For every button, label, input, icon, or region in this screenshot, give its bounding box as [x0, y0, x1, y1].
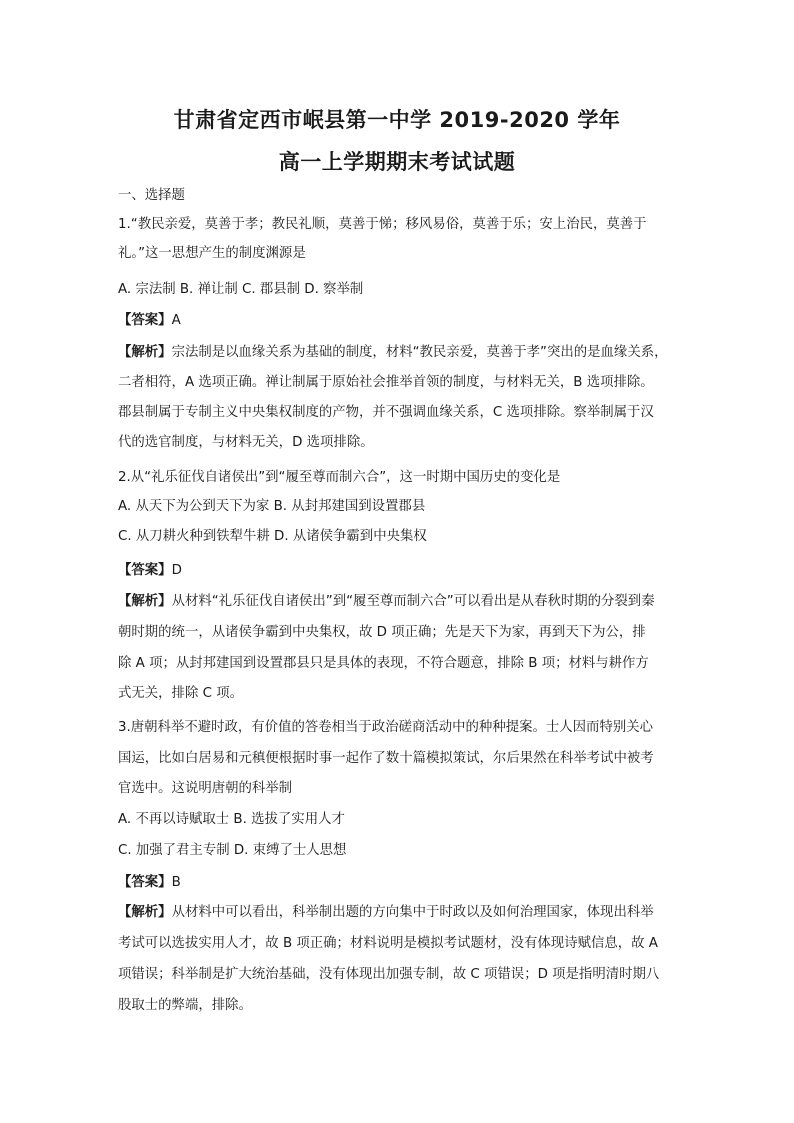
q3-analysis-line-4: 股取士的弊端，排除。 [118, 998, 252, 1013]
q2-analysis-line-1 [118, 592, 688, 612]
q3-stem-line-2: 国运，比如白居易和元稹便根据时事一起作了数十篇模拟策试，尔后果然在科举考试中被考 [118, 751, 654, 766]
q2-stem-line-1: 2.从“礼乐征伐自诸侯出”到“履至尊而制六合”，这一时期中国历史的变化是 [118, 470, 561, 485]
q2-analysis-line-2: 朝时期的统一，从诸侯争霸到中央集权，故 D 项正确；先是天下为家，再到天下为公，排 [118, 625, 646, 640]
analysis-text: 宗法制是以血缘关系为基础的制度，材料“教民亲爱，莫善于孝”突出的是血缘关系， [171, 345, 668, 360]
q3-analysis-line-2: 考试可以选拔实用人才，故 B 项正确；材料说明是模拟考试题材，没有体现诗赋信息，故 A [118, 936, 658, 951]
q1-analysis-line-4: 代的选官制度，与材料无关，D 选项排除。 [118, 435, 374, 450]
answer-label: 【答案】 [118, 563, 172, 578]
section-heading: 一、选择题 [118, 188, 185, 203]
q1-analysis-line-2: 二者相符，A 选项正确。禅让制属于原始社会推举首领的制度，与材料无关，B 选项排除。 [118, 375, 654, 390]
q3-analysis-line-1 [118, 903, 688, 923]
q3-stem-line-1: 3.唐朝科举不避时政，有价值的答卷相当于政治磋商活动中的种种提案。士人因而特别关心 [118, 720, 654, 735]
analysis-text: 从材料中可以看出，科举制出题的方向集中于时政以及如何治理国家，体现出科举 [171, 905, 654, 920]
answer-label: 【答案】 [118, 875, 172, 890]
q3-options-2: C. 加强了君主专制 D. 束缚了士人思想 [118, 843, 347, 858]
analysis-label: 【解析】 [118, 594, 172, 609]
q2-analysis-line-4: 式无关，排除 C 项。 [118, 686, 243, 701]
q2-options-2: C. 从刀耕火种到铁犁牛耕 D. 从诸侯争霸到中央集权 [118, 529, 427, 544]
title-line-1: 甘肃省定西市岷县第一中学 2019-2020 学年 [173, 108, 621, 132]
q2-options-1: A. 从天下为公到天下为家 B. 从封邦建国到设置郡县 [118, 499, 426, 514]
q1-stem-line-1: 1.“教民亲爱，莫善于孝；教民礼顺，莫善于悌；移风易俗，莫善于乐；安上治民，莫善于 [118, 217, 647, 232]
q3-answer [118, 873, 688, 893]
q2-analysis-line-3: 除 A 项；从封邦建国到设置郡县只是具体的表现，不符合题意，排除 B 项；材料与耕作方 [118, 656, 649, 671]
q2-answer [118, 561, 688, 581]
q1-answer [118, 311, 688, 331]
answer-label: 【答案】 [118, 313, 172, 328]
q3-analysis-line-3: 项错误；科举制是扩大统治基础，没有体现出加强专制，故 C 项错误；D 项是指明清时期八 [118, 967, 660, 982]
analysis-label: 【解析】 [118, 345, 172, 360]
q1-stem-line-2: 礼。”这一思想产生的制度渊源是 [118, 246, 306, 261]
q3-stem-line-3: 官选中。这说明唐朝的科举制 [118, 781, 293, 796]
q3-options-1: A. 不再以诗赋取士 B. 选拔了实用人才 [118, 812, 345, 827]
analysis-text: 从材料“礼乐征伐自诸侯出”到“履至尊而制六合”可以看出是从春秋时期的分裂到秦 [171, 594, 655, 609]
answer-value: A [171, 313, 181, 328]
answer-value: D [171, 563, 182, 578]
title-line-2: 高一上学期期末考试试题 [278, 150, 516, 174]
q1-options: A. 宗法制 B. 禅让制 C. 郡县制 D. 察举制 [118, 282, 364, 297]
answer-value: B [171, 875, 181, 890]
q1-analysis-line-3: 郡县制属于专制主义中央集权制度的产物，并不强调血缘关系，C 选项排除。察举制属于汉 [118, 405, 654, 420]
analysis-label: 【解析】 [118, 905, 172, 920]
q1-analysis-line-1 [118, 343, 688, 363]
